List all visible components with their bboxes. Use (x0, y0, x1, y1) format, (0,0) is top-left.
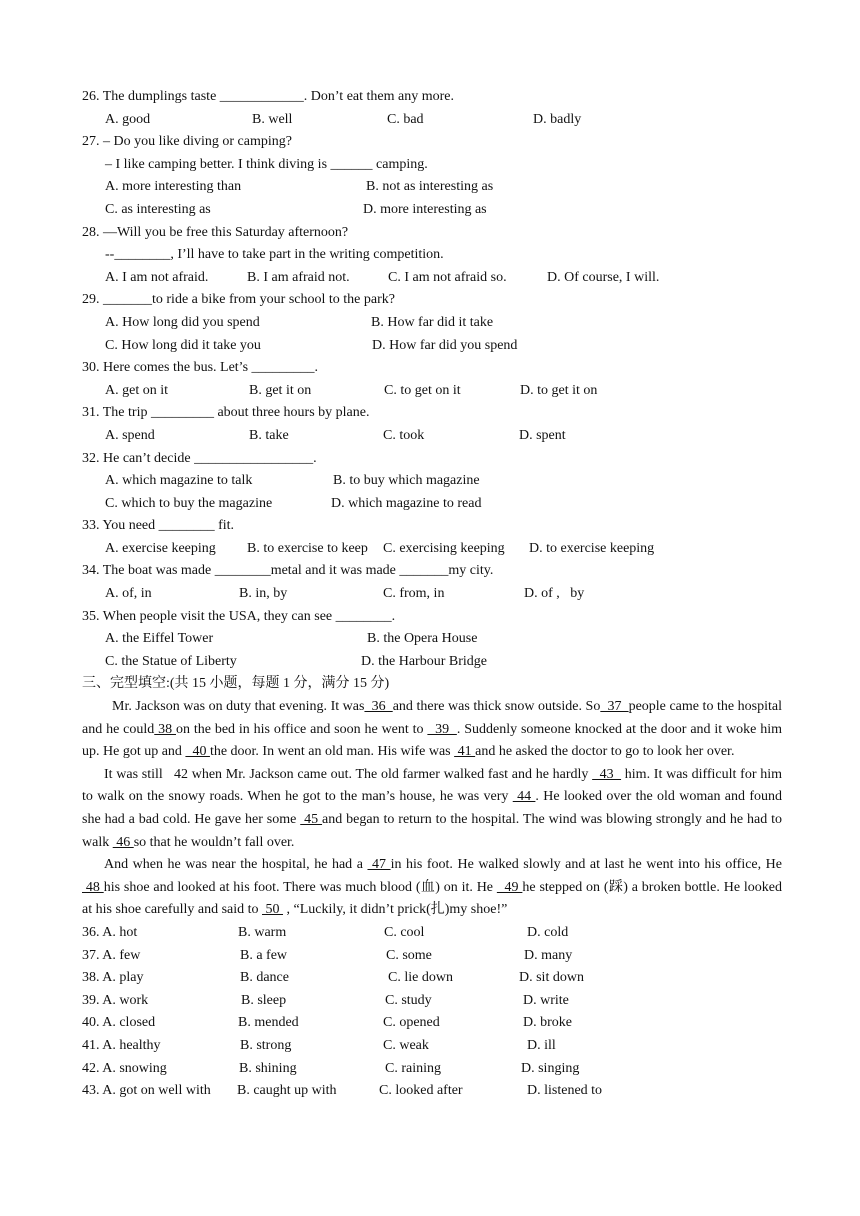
question-32-stem: 32. He can’t decide _________________. (82, 450, 317, 466)
cloze-options-37: 37. A. few B. a few C. some D. many (82, 947, 573, 963)
cloze-options-41: 41. A. healthy B. strong C. weak D. ill (82, 1037, 556, 1053)
option-a: A. How long did you spend (105, 314, 260, 330)
section-title-cloze: 三、完型填空:(共 15 小题，每题 1 分，满分 15 分) (82, 676, 390, 692)
question-27-options-row1 (82, 176, 782, 199)
question-33-stem: 33. You need ________ fit. (82, 518, 235, 534)
option-a: A. exercise keeping (105, 540, 216, 556)
question-29-options-row1 (82, 312, 782, 335)
question-27-stem-reply: – I like camping better. I think diving is ______ camping. (105, 156, 428, 172)
blank-41: 41 (454, 744, 476, 760)
exam-page (82, 86, 782, 1103)
option-b: B. How far did it take (371, 314, 494, 330)
option-c: C. which to buy the magazine (105, 495, 273, 511)
cloze-options-43: 43. A. got on well with B. caught up with C. looked after D. listened to (82, 1083, 603, 1099)
blank-40: 40 (185, 744, 210, 760)
blank-36: 36 (364, 699, 393, 715)
cloze-options-39: 39. A. work B. sleep C. study D. write (82, 992, 569, 1008)
blank-37: 37 (600, 699, 629, 715)
question-28-stem: 28. —Will you be free this Saturday afternoon? (82, 224, 349, 240)
option-d: D. to exercise keeping (529, 540, 655, 556)
question-26-options (82, 109, 782, 132)
option-a: A. good (105, 111, 151, 127)
option-a: A. of, in (105, 586, 152, 602)
option-c: C. exercising keeping (383, 540, 505, 556)
blank-39: 39 (427, 721, 457, 737)
option-d: D. Of course, I will. (547, 269, 660, 285)
question-31-options (82, 425, 782, 448)
question-30-options (82, 380, 782, 403)
option-b: B. not as interesting as (366, 179, 494, 195)
cloze-options-36: 36. A. hot B. warm C. cool D. cold (82, 924, 569, 940)
option-d: D. spent (519, 427, 566, 443)
question-34-options (82, 583, 782, 606)
option-b: B. to exercise to keep (247, 540, 368, 556)
option-b: B. well (252, 111, 293, 127)
option-d: D. How far did you spend (372, 337, 518, 353)
option-a: A. spend (105, 427, 155, 443)
option-c: C. bad (387, 111, 424, 127)
blank-47: 47 (367, 857, 391, 873)
option-a: A. more interesting than (105, 179, 242, 195)
blank-49: 49 (496, 879, 523, 895)
cloze-options-40: 40. A. closed B. mended C. opened D. broke (82, 1015, 572, 1031)
option-b: B. get it on (249, 382, 312, 398)
question-31-stem: 31. The trip _________ about three hours by plane. (82, 405, 370, 421)
option-a: A. which magazine to talk (105, 473, 253, 489)
option-a: A. the Eiffel Tower (105, 631, 214, 647)
option-d: D. of , by (524, 586, 585, 602)
option-c: C. from, in (383, 586, 445, 602)
option-b: B. the Opera House (367, 631, 478, 647)
option-b: B. in, by (239, 586, 288, 602)
option-d: D. which magazine to read (331, 495, 482, 511)
blank-43: 43 (592, 766, 622, 782)
option-d: D. more interesting as (363, 201, 487, 217)
question-26-stem: 26. The dumplings taste ____________. Don’t eat them any more. (82, 89, 454, 104)
question-32-options-row2 (82, 493, 782, 516)
question-33-options (82, 538, 782, 561)
cloze-options-38: 38. A. play B. dance C. lie down D. sit down (82, 970, 584, 986)
question-35-stem: 35. When people visit the USA, they can see ________. (82, 608, 396, 624)
option-c: C. as interesting as (105, 201, 211, 217)
option-b: B. take (249, 427, 289, 443)
question-34-stem: 34. The boat was made ________metal and it was made _______my city. (82, 563, 494, 579)
passage-paragraph-1: Mr. Jackson was on duty that evening. It was 36 and there was thick snow outside. So 37 people came to the hospital and he could 38 on the bed in his office and soon he went to 39 . Suddenly someone knocked at the door and it woke him up. He got up and 40 the door. In went an old man. His wife was 41 and he asked the doctor to go to look her over. (82, 699, 783, 760)
blank-44: 44 (512, 789, 536, 805)
question-27-stem: 27. – Do you like diving or camping? (82, 134, 292, 150)
option-c: C. to get on it (384, 382, 461, 398)
question-35-options-row2 (82, 651, 782, 674)
blank-46: 46 (112, 834, 134, 850)
blank-50: 50 (262, 902, 284, 918)
question-32-options-row1 (82, 470, 782, 493)
option-c: C. took (383, 427, 425, 443)
question-29-options-row2 (82, 335, 782, 358)
passage-paragraph-3: And when he was near the hospital, he had a 47 in his foot. He walked slowly and at last he went into his office, He 48 his shoe and looked at his foot. There was much blood (血) on it. He 49 he stepped on (踩) a broken bottle. He looked at his shoe carefully and said to 50 , “Luckily, it didn’t prick(扎)my shoe!” (82, 857, 782, 918)
question-28-options (82, 267, 782, 290)
question-27-options-row2 (82, 199, 782, 222)
blank-45: 45 (300, 812, 323, 827)
option-c: C. the Statue of Liberty (105, 653, 237, 669)
option-c: C. I am not afraid so. (388, 269, 507, 285)
question-28-stem-reply: --________, I’ll have to take part in the writing competition. (105, 247, 444, 263)
option-d: D. the Harbour Bridge (361, 653, 487, 669)
question-30-stem: 30. Here comes the bus. Let’s _________. (82, 360, 319, 376)
option-a: A. get on it (105, 382, 168, 398)
option-d: D. badly (533, 111, 582, 127)
cloze-options-42: 42. A. snowing B. shining C. raining D. singing (82, 1060, 580, 1076)
option-d: D. to get it on (520, 382, 598, 398)
option-a: A. I am not afraid. (105, 269, 209, 285)
option-b: B. I am afraid not. (247, 269, 350, 285)
blank-38: 38 (154, 721, 176, 737)
question-29-stem: 29. _______to ride a bike from your school to the park? (82, 292, 395, 308)
blank-48: 48 (82, 879, 104, 895)
option-b: B. to buy which magazine (333, 473, 480, 489)
option-c: C. How long did it take you (105, 337, 261, 353)
passage-paragraph-2: It was still 42 when Mr. Jackson came out. The old farmer walked fast and he hardly 43 him. It was difficult for him to walk on the snowy roads. When he got to the man’s house, he was very 44 . He looked over the old woman and found she had a bad cold. He gave her some 45 and began to return to the hospital. The wind was blowing strongly and he had to walk 46 so that he wouldn’t fall over. (82, 766, 783, 850)
question-35-options-row1 (82, 628, 782, 651)
